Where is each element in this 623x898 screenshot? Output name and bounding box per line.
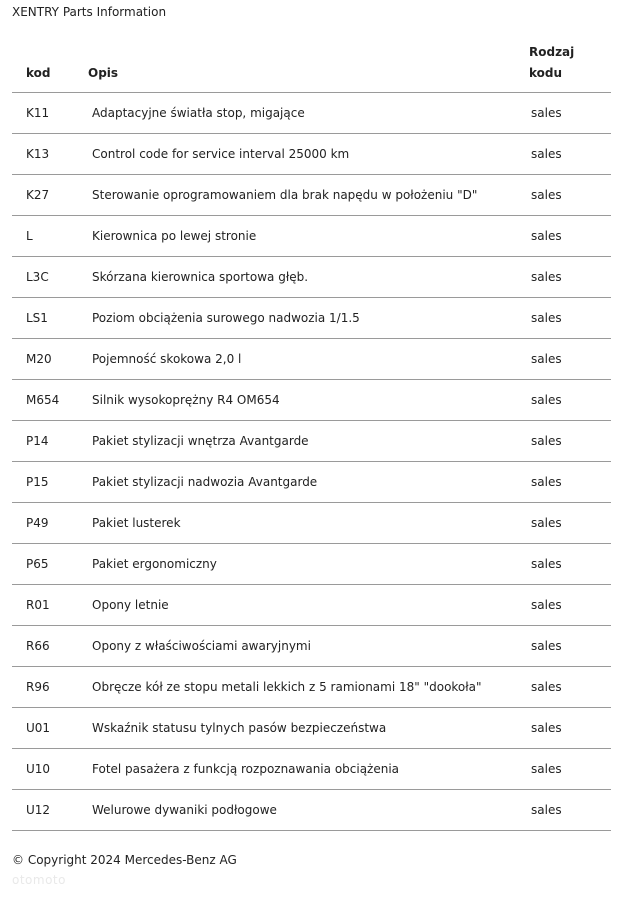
cell-type: sales [529, 298, 611, 339]
cell-kod: M654 [12, 380, 74, 421]
table-row [12, 257, 611, 298]
cell-type: sales [529, 257, 611, 298]
cell-kod: P14 [12, 421, 74, 462]
cell-kod: M20 [12, 339, 74, 380]
cell-type: sales [529, 339, 611, 380]
table-body [12, 93, 611, 831]
cell-type: sales [529, 175, 611, 216]
cell-opis: Pakiet lusterek [74, 503, 529, 544]
cell-type: sales [529, 134, 611, 175]
cell-opis: Wskaźnik statusu tylnych pasów bezpieczeństwa [74, 708, 529, 749]
cell-opis: Poziom obciążenia surowego nadwozia 1/1.5 [74, 298, 529, 339]
cell-opis: Sterowanie oprogramowaniem dla brak napędu w położeniu "D" [74, 175, 529, 216]
cell-opis: Welurowe dywaniki podłogowe [74, 790, 529, 831]
table-row [12, 216, 611, 257]
cell-opis: Pakiet ergonomiczny [74, 544, 529, 585]
cell-type: sales [529, 380, 611, 421]
copyright-text: © Copyright 2024 Mercedes-Benz AG [12, 853, 237, 867]
column-header-kod: kod [12, 35, 74, 93]
cell-opis: Pojemność skokowa 2,0 l [74, 339, 529, 380]
table-row [12, 585, 611, 626]
cell-type: sales [529, 421, 611, 462]
cell-opis: Skórzana kierownica sportowa głęb. [74, 257, 529, 298]
table-row [12, 667, 611, 708]
cell-kod: L3C [12, 257, 74, 298]
page-title: XENTRY Parts Information [12, 5, 167, 19]
cell-opis: Pakiet stylizacji nadwozia Avantgarde [74, 462, 529, 503]
column-header-opis: Opis [74, 35, 529, 93]
cell-type: sales [529, 667, 611, 708]
cell-opis: Opony z właściwościami awaryjnymi [74, 626, 529, 667]
cell-type: sales [529, 503, 611, 544]
cell-kod: R66 [12, 626, 74, 667]
cell-opis: Obręcze kół ze stopu metali lekkich z 5 ramionami 18" "dookoła" [74, 667, 529, 708]
cell-kod: U01 [12, 708, 74, 749]
cell-kod: P15 [12, 462, 74, 503]
cell-type: sales [529, 544, 611, 585]
cell-type: sales [529, 708, 611, 749]
cell-kod: R96 [12, 667, 74, 708]
cell-opis: Control code for service interval 25000 km [74, 134, 529, 175]
table-row [12, 421, 611, 462]
cell-kod: LS1 [12, 298, 74, 339]
cell-opis: Adaptacyjne światła stop, migające [74, 93, 529, 134]
column-header-type [529, 35, 611, 93]
cell-type: sales [529, 626, 611, 667]
parts-table [12, 35, 611, 831]
cell-type: sales [529, 585, 611, 626]
column-header-type-line2: kodu [529, 66, 563, 80]
cell-opis: Kierownica po lewej stronie [74, 216, 529, 257]
cell-type: sales [529, 93, 611, 134]
table-row [12, 503, 611, 544]
column-header-type-line1: Rodzaj [529, 45, 575, 59]
table-header-row [12, 35, 611, 93]
watermark-logo: otomoto [12, 873, 66, 887]
cell-type: sales [529, 216, 611, 257]
table-row [12, 339, 611, 380]
cell-kod: P65 [12, 544, 74, 585]
cell-kod: P49 [12, 503, 74, 544]
table-row [12, 544, 611, 585]
cell-kod: U12 [12, 790, 74, 831]
cell-kod: L [12, 216, 74, 257]
table-row [12, 749, 611, 790]
table-row [12, 93, 611, 134]
cell-kod: K13 [12, 134, 74, 175]
cell-opis: Silnik wysokoprężny R4 OM654 [74, 380, 529, 421]
cell-opis: Pakiet stylizacji wnętrza Avantgarde [74, 421, 529, 462]
table-row [12, 626, 611, 667]
table-row [12, 380, 611, 421]
cell-kod: K27 [12, 175, 74, 216]
cell-kod: K11 [12, 93, 74, 134]
table-row [12, 134, 611, 175]
cell-kod: U10 [12, 749, 74, 790]
cell-type: sales [529, 462, 611, 503]
cell-opis: Opony letnie [74, 585, 529, 626]
cell-opis: Fotel pasażera z funkcją rozpoznawania obciążenia [74, 749, 529, 790]
cell-type: sales [529, 790, 611, 831]
table-row [12, 708, 611, 749]
cell-type: sales [529, 749, 611, 790]
table-row [12, 298, 611, 339]
table-row [12, 790, 611, 831]
table-row [12, 462, 611, 503]
table-row [12, 175, 611, 216]
cell-kod: R01 [12, 585, 74, 626]
